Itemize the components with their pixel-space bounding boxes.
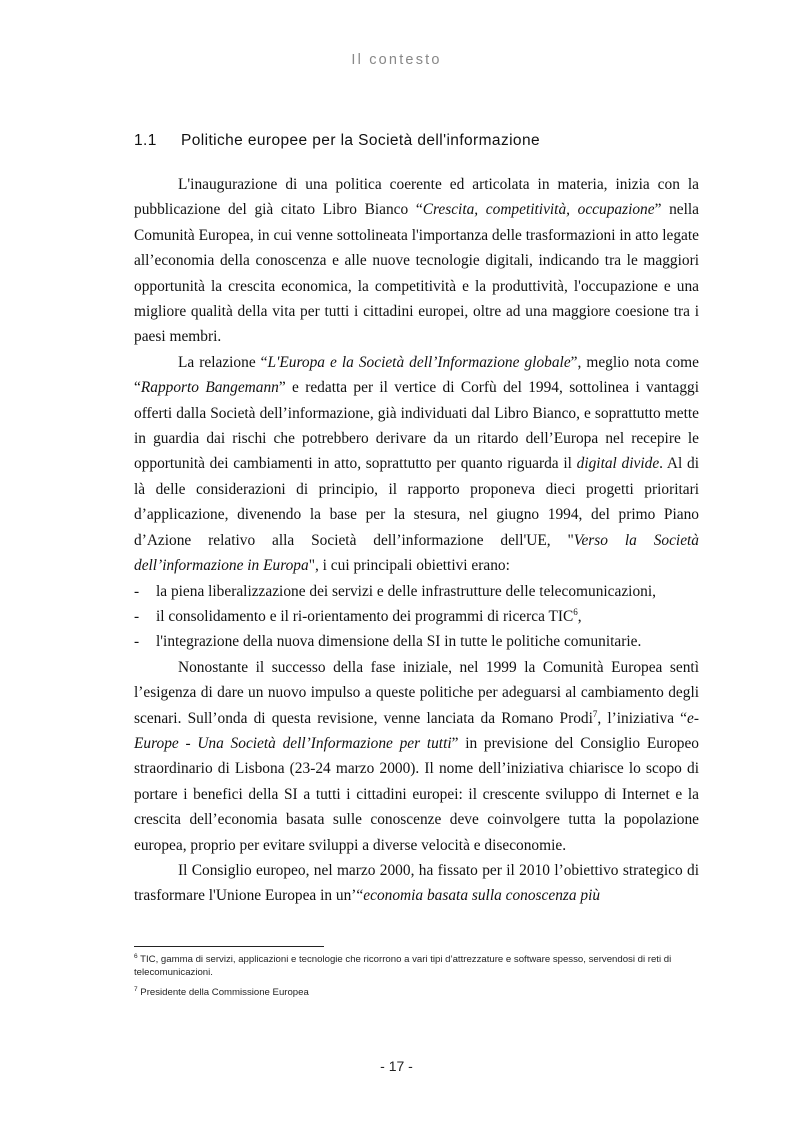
list-item-text: la piena liberalizzazione dei servizi e delle infrastrutture delle telecomunicazioni, <box>156 582 656 600</box>
list-item <box>134 604 699 629</box>
paragraph-text: . Al di là delle considerazioni di principio, il rapporto proponeva dieci progetti prioritari d’applicazione, divenendo la base per la stesura, nel giugno 1994, del primo Piano d’Azione relativo alla Società dell’informazione dell'UE, " <box>134 455 699 549</box>
objectives-list <box>134 579 699 655</box>
footnote-text: Presidente della Commissione Europea <box>140 987 309 998</box>
paragraph-3 <box>134 655 699 858</box>
italic-quote: economia basata sulla conoscenza più <box>363 887 601 905</box>
paragraph-2 <box>134 350 699 579</box>
footnote-6 <box>134 954 699 979</box>
paragraph-text: ” in previsione del Consiglio Europeo straordinario di Lisbona (23-24 marzo 2000). Il nome dell’iniziativa chiarisce lo scopo di portare i benefici della SI a tutti i cittadini europei: il crescente sviluppo di Internet e la crescita dell’economia basata sulle conoscenze deve coinvolgere tutta la popolazione europea, proprio per evitare sviluppi a diverse velocità e diseconomie. <box>134 734 699 854</box>
footnote-text: TIC, gamma di servizi, applicazioni e tecnologie che ricorrono a vari tipi d’attrezzature e software spesso, servendosi di reti di telecomunicazioni. <box>134 954 672 978</box>
list-dash: - <box>134 633 140 651</box>
footnote-ref[interactable]: 6 <box>573 606 578 617</box>
section-title: Politiche europee per la Società dell'informazione <box>181 132 540 149</box>
footnote-ref[interactable]: 7 <box>592 708 598 719</box>
running-header: Il contesto <box>351 52 442 68</box>
footnote-separator <box>134 946 324 947</box>
paragraph-4 <box>134 858 699 909</box>
list-item-text: , <box>577 607 582 625</box>
italic-title: Rapporto Bangemann <box>140 379 279 397</box>
list-dash: - <box>134 607 140 625</box>
italic-title: e-Europe - Una Società dell’Informazione per tutti <box>134 709 699 752</box>
italic-title: Crescita, competitività, occupazione <box>422 201 655 219</box>
paragraph-text: Nonostante il successo della fase iniziale, nel 1999 la Comunità Europea sentì l’esigenza di dare un nuovo impulso a queste politiche per adeguarsi al cambiamento degli scenari. Sull’onda di questa revisione, venne lanciata da Romano Prodi <box>134 658 699 727</box>
list-dash: - <box>134 582 140 600</box>
paragraph-1 <box>134 172 699 350</box>
paragraph-text: La relazione “ <box>178 353 268 371</box>
footnote-7 <box>134 987 699 1000</box>
list-item-text: l'integrazione della nuova dimensione della SI in tutte le politiche comunitarie. <box>156 633 642 651</box>
section-number: 1.1 <box>134 132 157 149</box>
footnote-number: 6 <box>134 953 138 960</box>
section-heading <box>134 132 540 150</box>
italic-term: digital divide <box>576 455 660 473</box>
paragraph-text: Il Consiglio europeo, nel marzo 2000, ha fissato per il 2010 l’obiettivo strategico di trasformare l'Unione Europea in un’“ <box>134 861 699 905</box>
list-item <box>134 579 699 604</box>
footnotes <box>134 954 699 1008</box>
italic-title: L'Europa e la Società dell’Informazione globale <box>267 353 571 371</box>
paragraph-text: ", i cui principali obiettivi erano: <box>308 557 510 575</box>
list-item <box>134 629 699 654</box>
italic-title: Verso la Società dell’informazione in Europa <box>134 531 699 575</box>
paragraph-text: ” e redatta per il vertice di Corfù del 1994, sottolinea i vantaggi offerti dalla Società dell’informazione, già individuati dal Libro Bianco, e soprattutto mette in guardia dai rischi che potrebbero derivare da un ritardo dell’Europa nel recepire le opportunità dei cambiamenti in atto, soprattutto per quanto riguarda il <box>134 379 699 473</box>
paragraph-text: ” nella Comunità Europea, in cui venne sottolineata l'importanza delle trasformazioni in atto legate all’economia della conoscenza e alle nuove tecnologie digitali, indicando tra le maggiori opportunità la crescita economica, la competitività e la produttività, l'occupazione e una migliore qualità della vita per tutti i cittadini europei, oltre ad una maggiore coesione tra i paesi membri. <box>134 201 699 346</box>
page-number: - 17 - <box>380 1058 413 1074</box>
footnote-number: 7 <box>134 986 138 993</box>
list-item-text: il consolidamento e il ri-orientamento dei programmi di ricerca TIC <box>156 607 574 625</box>
paragraph-text: L'inaugurazione di una politica coerente ed articolata in materia, inizia con la pubblicazione del già citato Libro Bianco “ <box>134 176 699 219</box>
paragraph-text: ”, meglio nota come “ <box>134 353 699 397</box>
body-text <box>134 172 699 909</box>
paragraph-text: , l’iniziativa “ <box>597 709 688 727</box>
